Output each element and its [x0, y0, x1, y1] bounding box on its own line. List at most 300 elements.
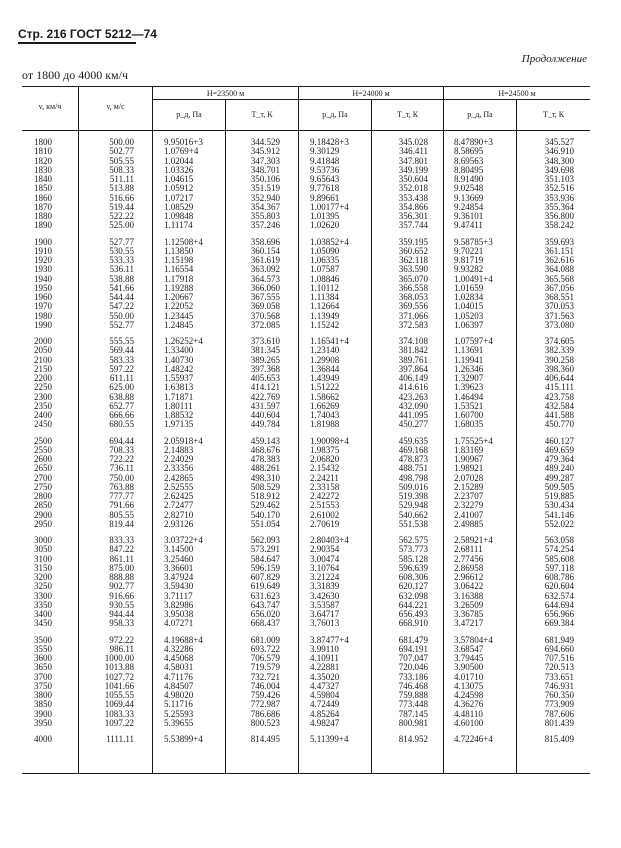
table-cell: 1.32907: [454, 373, 484, 383]
table-cell: 1.60700: [454, 410, 484, 420]
table-cell: 800.981: [398, 717, 428, 728]
table-cell: 374.108: [398, 336, 428, 346]
table-cell: 814.495: [250, 734, 280, 744]
table-cell: 1.13949: [310, 310, 340, 321]
table-cell: 1055.55: [104, 690, 134, 700]
table-cell: 719.579: [250, 662, 280, 673]
table-cell: 3.26509: [454, 599, 484, 610]
table-cell: 364.573: [250, 273, 280, 284]
altitude-header-1: H=23500 м: [206, 89, 245, 98]
table-cell: 1.06397: [454, 319, 484, 330]
table-cell: 352.018: [398, 183, 428, 194]
table-cell: 1930: [34, 264, 52, 275]
table-cell: 632.574: [544, 590, 574, 601]
table-cell: 440.604: [250, 410, 280, 420]
table-cell: 2400: [34, 410, 52, 420]
table-cell: 1880: [34, 211, 52, 221]
table-cell: 2.24211: [310, 472, 339, 483]
table-cell: 4.84507: [164, 680, 194, 691]
table-cell: 787.606: [544, 708, 574, 719]
table-cell: 4.59804: [310, 690, 340, 700]
table-bottom-rule: [22, 773, 590, 774]
table-cell: 563.058: [544, 535, 574, 545]
table-cell: 3600: [34, 653, 52, 663]
table-cell: 9.81719: [454, 255, 484, 265]
table-cell: 533.33: [109, 255, 134, 265]
table-cell: 596.639: [398, 562, 428, 573]
table-cell: 498.310: [250, 472, 280, 483]
table-cell: 347.801: [398, 155, 428, 166]
table-cell: 547.22: [109, 301, 134, 312]
table-cell: 4.22881: [310, 662, 340, 673]
table-cell: 3.03722+4: [164, 535, 203, 545]
table-cell: 3950: [34, 717, 52, 728]
table-cell: 544.44: [109, 292, 134, 302]
table-cell: 450.277: [398, 419, 428, 430]
header-pressure-2: p_д, Па: [322, 110, 348, 119]
table-cell: 1800: [34, 137, 52, 147]
table-cell: 619.649: [250, 581, 280, 592]
table-cell: 381.345: [250, 345, 280, 356]
table-cell: 3850: [34, 699, 52, 710]
table-cell: 2050: [34, 345, 52, 356]
table-cell: 1.26346: [454, 363, 484, 374]
table-cell: 1.0769+4: [164, 146, 199, 157]
table-cell: 348.701: [250, 164, 280, 175]
table-cell: 902.77: [109, 581, 134, 592]
table-cell: 801.439: [544, 717, 574, 728]
table-cell: 1.07597+4: [454, 336, 493, 346]
table-cell: 468.676: [250, 444, 280, 455]
table-cell: 1.98375: [310, 444, 340, 455]
table-cell: 1940: [34, 273, 52, 284]
table-cell: 1.98921: [454, 463, 484, 474]
table-cell: 1013.88: [104, 662, 134, 673]
table-cell: 9.53736: [310, 164, 340, 175]
table-cell: 371.563: [544, 310, 574, 321]
table-cell: 9.13669: [454, 192, 484, 203]
column-pressure-1: [164, 138, 224, 744]
altitude-header-2: H=24000 м: [352, 89, 390, 98]
table-cell: 519.398: [398, 491, 428, 501]
table-cell: 370.568: [250, 310, 280, 321]
table-cell: 366.060: [250, 282, 280, 293]
header-temp-2: T_т, К: [396, 110, 419, 119]
table-cell: 4.13075: [454, 680, 484, 691]
table-cell: 4.24598: [454, 690, 484, 700]
table-cell: 652.77: [109, 400, 134, 411]
column-temp-1: [228, 138, 280, 744]
table-cell: 786.686: [250, 708, 280, 719]
header-pressure-3: p_д, Па: [467, 110, 493, 119]
table-cell: 1.10112: [310, 282, 339, 293]
table-cell: 3.14500: [164, 544, 194, 555]
table-cell: 1900: [34, 236, 52, 247]
table-cell: 355.364: [544, 201, 574, 212]
table-cell: 2.07028: [454, 472, 484, 483]
table-cell: 573.291: [250, 544, 280, 555]
table-cell: 356.301: [398, 211, 428, 221]
table-cell: 500.00: [109, 137, 134, 147]
table-cell: 1.24845: [164, 319, 194, 330]
table-cell: 656.020: [250, 609, 280, 619]
table-cell: 958.33: [109, 618, 134, 629]
table-cell: 527.77: [109, 236, 134, 247]
table-cell: 1.97135: [164, 419, 194, 430]
table-cell: 397.368: [250, 363, 280, 374]
table-cell: 2550: [34, 444, 52, 455]
table-cell: 352.940: [250, 192, 280, 203]
table-cell: 441.588: [544, 410, 574, 420]
table-cell: 1.07587: [310, 264, 340, 275]
col-divider: [516, 100, 517, 774]
table-cell: 350.604: [398, 174, 428, 184]
table-cell: 3450: [34, 618, 52, 629]
table-cell: 861.11: [109, 553, 134, 564]
table-cell: 459.143: [250, 435, 280, 446]
table-cell: 367.056: [544, 282, 574, 293]
table-cell: 3.87477+4: [310, 634, 349, 645]
table-cell: 607.829: [250, 572, 280, 582]
table-cell: 668.437: [250, 618, 280, 629]
table-cell: 358.696: [250, 236, 280, 247]
table-cell: 1950: [34, 282, 52, 293]
table-cell: 1960: [34, 292, 52, 302]
column-speed-ms: [82, 138, 134, 744]
table-cell: 2.15289: [454, 481, 484, 492]
table-cell: 733.186: [398, 671, 428, 682]
table-cell: 631.623: [250, 590, 280, 601]
table-cell: 9.41848: [310, 155, 340, 166]
table-cell: 1.74043: [310, 410, 340, 420]
table-cell: 746.004: [250, 680, 280, 691]
table-cell: 2.41007: [454, 509, 484, 520]
table-cell: 2.23707: [454, 491, 484, 501]
table-cell: 450.770: [544, 419, 574, 430]
table-cell: 349.698: [544, 164, 574, 175]
page-header: [18, 27, 157, 41]
table-cell: 638.88: [109, 391, 134, 402]
header-v-ms: v, м/с: [106, 102, 125, 111]
table-cell: 345.028: [398, 137, 428, 147]
table-cell: 4.85264: [310, 708, 340, 719]
table-cell: 986.11: [109, 643, 134, 654]
table-cell: 720.513: [544, 662, 574, 673]
table-cell: 656.493: [398, 609, 428, 619]
table-cell: 1910: [34, 245, 52, 256]
table-cell: 406.644: [544, 373, 574, 383]
table-cell: 2200: [34, 373, 52, 383]
table-cell: 930.55: [109, 599, 134, 610]
table-cell: 3.36785: [454, 609, 484, 619]
table-cell: 2.42865: [164, 472, 194, 483]
table-cell: 2.93126: [164, 518, 194, 529]
col-divider: [152, 86, 153, 774]
table-cell: 488.261: [250, 463, 280, 474]
table-cell: 772.987: [250, 699, 280, 710]
table-cell: 2.51553: [310, 500, 340, 511]
table-cell: 2100: [34, 354, 52, 365]
table-cell: 550.00: [109, 310, 134, 321]
table-cell: 681.479: [398, 634, 428, 645]
table-cell: 1.03852+4: [310, 236, 349, 247]
table-cell: 390.258: [544, 354, 574, 365]
table-cell: 1.53521: [454, 400, 484, 411]
table-cell: 1.16541+4: [310, 336, 349, 346]
table-cell: 4000: [34, 734, 52, 744]
column-speed-kmh: [34, 138, 74, 744]
table-cell: 2000: [34, 336, 52, 346]
table-cell: 1.11174: [164, 220, 193, 231]
table-cell: 1069.44: [104, 699, 134, 710]
table-cell: 509.505: [544, 481, 574, 492]
header-bottom-rule: [22, 130, 590, 131]
table-cell: 415.111: [545, 382, 574, 393]
table-cell: 353.438: [398, 192, 428, 203]
table-cell: 1.75525+4: [454, 435, 493, 446]
table-cell: 632.098: [398, 590, 428, 601]
table-cell: 1820: [34, 155, 52, 166]
table-cell: 763.88: [109, 481, 134, 492]
table-cell: 681.009: [250, 634, 280, 645]
table-cell: 8.80495: [454, 164, 484, 175]
table-cell: 3750: [34, 680, 52, 691]
table-cell: 365.070: [398, 273, 428, 284]
table-cell: 372.583: [398, 319, 428, 330]
table-cell: 2.24029: [164, 454, 194, 464]
table-cell: 1.90967: [454, 454, 484, 464]
table-cell: 4.07271: [164, 618, 194, 629]
table-cell: 2.05918+4: [164, 435, 203, 446]
table-cell: 1.04015: [454, 301, 484, 312]
table-cell: 4.98020: [164, 690, 194, 700]
table-cell: 516.66: [109, 192, 134, 203]
table-cell: 382.339: [544, 345, 574, 356]
table-cell: 814.952: [398, 734, 428, 744]
table-cell: 372.085: [250, 319, 280, 330]
table-cell: 1980: [34, 310, 52, 321]
column-temp-2: [374, 138, 428, 744]
table-cell: 540.662: [398, 509, 428, 520]
table-cell: 3.79445: [454, 653, 484, 663]
table-cell: 2.62425: [164, 491, 194, 501]
table-cell: 2.61002: [310, 509, 340, 520]
table-cell: 3.42630: [310, 590, 340, 601]
table-cell: 4.35020: [310, 671, 340, 682]
table-cell: 656.966: [544, 609, 574, 619]
table-cell: 519.885: [544, 491, 574, 501]
table-cell: 732.721: [250, 671, 280, 682]
table-cell: 1.51222: [310, 382, 340, 393]
table-cell: 584.647: [250, 553, 280, 564]
table-cell: 344.529: [250, 137, 280, 147]
table-cell: 1.29908: [310, 354, 340, 365]
table-cell: 431.597: [250, 400, 280, 411]
table-cell: 1.02834: [454, 292, 484, 302]
table-cell: 2750: [34, 481, 52, 492]
table-cell: 4.01710: [454, 671, 484, 682]
table-cell: 2.77456: [454, 553, 484, 564]
table-cell: 875.00: [109, 562, 134, 573]
table-cell: 9.95016+3: [164, 137, 203, 147]
table-cell: 3.25460: [164, 553, 194, 564]
table-cell: 365.568: [544, 273, 574, 284]
table-cell: 1990: [34, 319, 52, 330]
table-cell: 1.20667: [164, 292, 194, 302]
table-cell: 469.659: [544, 444, 574, 455]
table-cell: 1.23445: [164, 310, 194, 321]
table-cell: 352.516: [544, 183, 574, 194]
table-cell: 3.36601: [164, 562, 194, 573]
table-cell: 3250: [34, 581, 52, 592]
table-cell: 2500: [34, 435, 52, 446]
table-cell: 3050: [34, 544, 52, 555]
table-cell: 346.910: [544, 146, 574, 157]
table-cell: 569.44: [109, 345, 134, 356]
column-temp-3: [518, 138, 574, 744]
table-cell: 369.556: [398, 301, 428, 312]
table-cell: 708.33: [109, 444, 134, 455]
table-cell: 1.46494: [454, 391, 484, 402]
table-cell: 720.046: [398, 662, 428, 673]
table-cell: 3350: [34, 599, 52, 610]
table-cell: 353.936: [544, 192, 574, 203]
table-cell: 366.558: [398, 282, 428, 293]
table-cell: 2800: [34, 491, 52, 501]
table-cell: 345.912: [250, 146, 280, 157]
table-cell: 449.784: [250, 419, 280, 430]
table-cell: 469.168: [398, 444, 428, 455]
table-cell: 478.873: [398, 454, 428, 464]
table-cell: 3.31839: [310, 581, 340, 592]
table-cell: 1.13691: [454, 345, 484, 356]
table-cell: 694.660: [544, 643, 574, 654]
table-cell: 3200: [34, 572, 52, 582]
table-cell: 777.77: [109, 491, 134, 501]
table-cell: 349.199: [398, 164, 428, 175]
table-cell: 414.616: [398, 382, 428, 393]
header-v-kmh: v, км/ч: [38, 102, 62, 111]
table-cell: 773.448: [398, 699, 428, 710]
table-cell: 1083.33: [104, 708, 134, 719]
table-cell: 787.145: [398, 708, 428, 719]
atmosphere-table: [22, 86, 590, 774]
table-cell: 479.364: [544, 454, 574, 464]
header-underline: [18, 42, 136, 44]
table-cell: 1.02620: [310, 220, 340, 231]
table-cell: 5.53899+4: [164, 734, 203, 744]
table-cell: 398.360: [544, 363, 574, 374]
table-cell: 3.59430: [164, 581, 194, 592]
table-cell: 1.39623: [454, 382, 484, 393]
table-cell: 3.68547: [454, 643, 484, 654]
table-cell: 4.19688+4: [164, 634, 203, 645]
table-cell: 707.516: [544, 653, 574, 663]
table-cell: 1.48242: [164, 363, 194, 374]
table-cell: 478.383: [250, 454, 280, 464]
table-cell: 3.90500: [454, 662, 484, 673]
continuation-label: Продолжение: [521, 53, 587, 65]
table-cell: 2.86958: [454, 562, 484, 573]
table-cell: 693.722: [250, 643, 280, 654]
table-cell: 2450: [34, 419, 52, 430]
table-cell: 2.14883: [164, 444, 194, 455]
table-cell: 2.58921+4: [454, 535, 493, 545]
table-cell: 3000: [34, 535, 52, 545]
table-cell: 5.11399+4: [310, 734, 349, 744]
table-cell: 1.33400: [164, 345, 194, 356]
table-cell: 2950: [34, 518, 52, 529]
table-cell: 432.584: [544, 400, 574, 411]
table-cell: 530.434: [544, 500, 574, 511]
table-cell: 3150: [34, 562, 52, 573]
table-cell: 4.45068: [164, 653, 194, 663]
table-cell: 530.55: [109, 245, 134, 256]
table-cell: 360.652: [398, 245, 428, 256]
table-cell: 355.803: [250, 211, 280, 221]
table-cell: 736.11: [109, 463, 134, 474]
table-cell: 746.931: [544, 680, 574, 691]
table-cell: 1920: [34, 255, 52, 265]
table-cell: 502.77: [109, 146, 134, 157]
table-cell: 423.263: [398, 391, 428, 402]
table-cell: 406.149: [398, 373, 428, 383]
table-cell: 2.32279: [454, 500, 484, 511]
table-cell: 1.08846: [310, 273, 340, 284]
table-cell: 2.82710: [164, 509, 194, 520]
table-cell: 815.409: [544, 734, 574, 744]
table-cell: 1.80111: [164, 400, 193, 411]
table-cell: 1.12508+4: [164, 236, 203, 247]
table-cell: 1.09848: [164, 211, 194, 221]
table-cell: 351.519: [250, 183, 280, 194]
table-cell: 1970: [34, 301, 52, 312]
table-cell: 574.254: [544, 544, 574, 555]
table-cell: 9.93282: [454, 264, 484, 275]
table-cell: 8.47890+3: [454, 137, 493, 147]
table-cell: 359.693: [544, 236, 574, 247]
table-cell: 1111.11: [106, 734, 134, 744]
table-cell: 9.24854: [454, 201, 484, 212]
table-cell: 759.426: [250, 690, 280, 700]
table-cell: 1.90098+4: [310, 435, 349, 446]
table-cell: 1.12664: [310, 301, 340, 312]
column-pressure-2: [310, 138, 370, 744]
table-cell: 511.11: [109, 174, 134, 184]
table-cell: 499.287: [544, 472, 574, 483]
table-cell: 1.02044: [164, 155, 194, 166]
table-cell: 541.66: [109, 282, 134, 293]
table-cell: 597.118: [545, 562, 574, 573]
table-cell: 1.15198: [164, 255, 194, 265]
table-cell: 397.864: [398, 363, 428, 374]
table-cell: 361.151: [544, 245, 574, 256]
table-cell: 608.306: [398, 572, 428, 582]
column-pressure-3: [454, 138, 514, 744]
table-cell: 389.265: [250, 354, 280, 365]
table-cell: 2.96612: [454, 572, 484, 582]
table-cell: 1097.22: [104, 717, 134, 728]
table-cell: 681.949: [544, 634, 574, 645]
table-cell: 1870: [34, 201, 52, 212]
table-cell: 4.32286: [164, 643, 194, 654]
table-cell: 694.191: [398, 643, 428, 654]
table-cell: 1.55937: [164, 373, 194, 383]
table-cell: 405.653: [250, 373, 280, 383]
table-cell: 694.44: [109, 435, 134, 446]
table-cell: 944.44: [109, 609, 134, 619]
table-cell: 552.77: [109, 319, 134, 330]
